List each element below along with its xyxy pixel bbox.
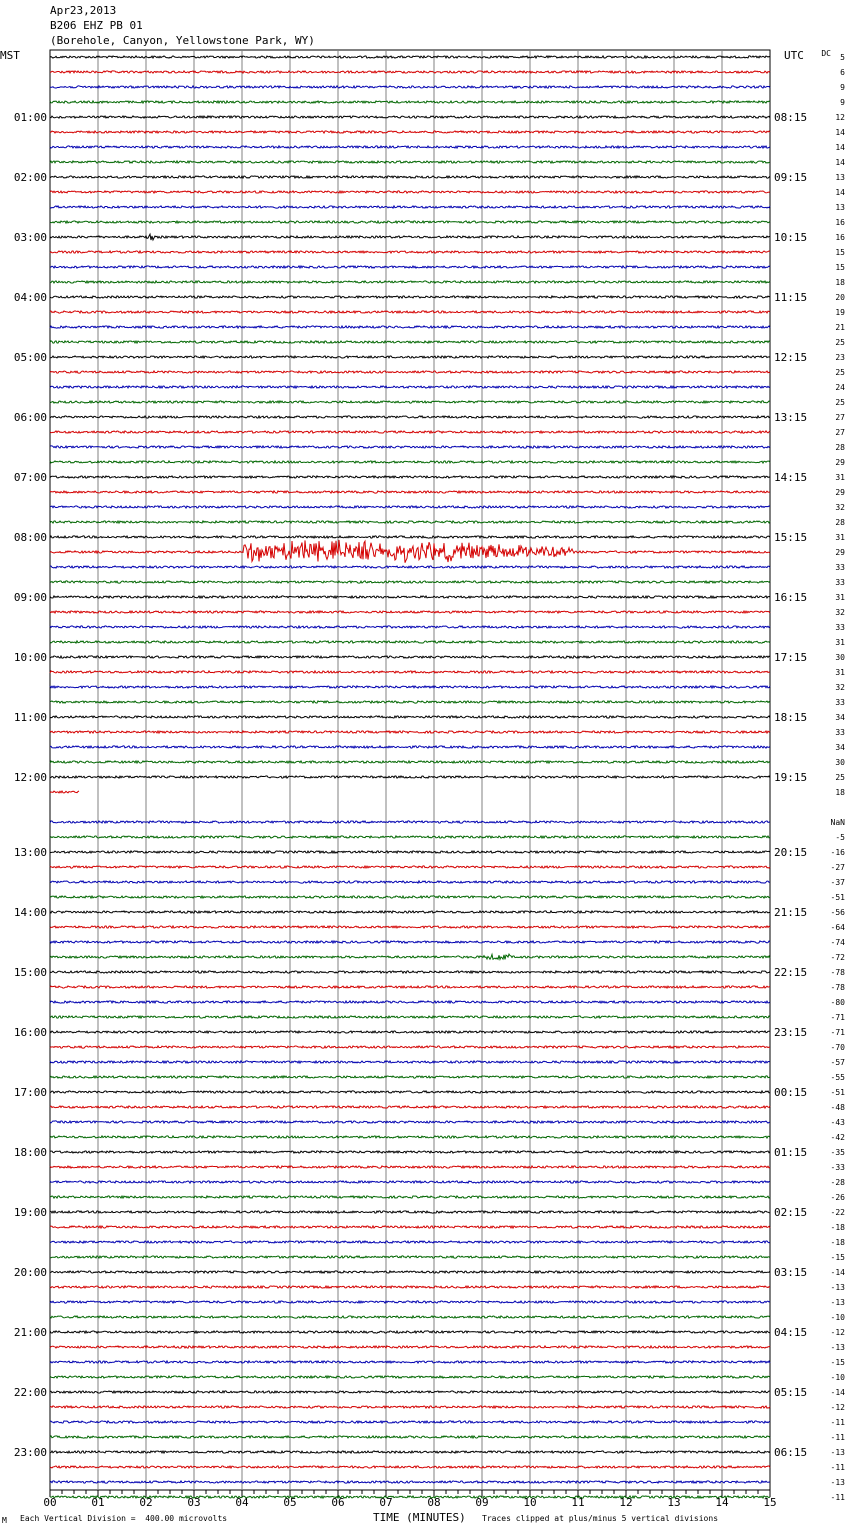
seismic-trace — [50, 761, 770, 763]
x-tick-label: 05 — [283, 1496, 297, 1509]
seismic-trace — [50, 281, 770, 283]
seismic-trace — [50, 1466, 770, 1468]
x-axis-title: TIME (MINUTES) — [373, 1511, 466, 1524]
seismic-trace — [50, 731, 770, 733]
dc-offset-label: 29 — [835, 488, 845, 497]
x-tick-label: 03 — [187, 1496, 201, 1509]
dc-offset-label: 25 — [835, 398, 845, 407]
dc-offset-label: -35 — [830, 1148, 845, 1157]
utc-hour-label: 15:15 — [774, 531, 808, 544]
dc-offset-label: 24 — [835, 383, 845, 392]
seismic-trace — [50, 401, 770, 403]
utc-hour-label: 08:15 — [774, 111, 808, 124]
x-tick-label: 04 — [235, 1496, 249, 1509]
dc-offset-label: -37 — [830, 878, 845, 887]
dc-offset-label: -11 — [830, 1418, 845, 1427]
seismic-trace — [50, 641, 770, 643]
utc-hour-label: 00:15 — [774, 1086, 808, 1099]
seismic-trace — [50, 821, 770, 823]
dc-offset-label: 16 — [835, 218, 845, 227]
seismic-trace — [50, 896, 770, 898]
dc-offset-label: NaN — [830, 818, 845, 827]
dc-offset-label: 21 — [835, 323, 845, 332]
dc-offset-label: 16 — [835, 233, 845, 242]
dc-offset-label: -43 — [830, 1118, 845, 1127]
dc-offset-label: -13 — [830, 1343, 845, 1352]
dc-offset-label: 14 — [835, 128, 845, 137]
seismic-trace — [50, 131, 770, 133]
x-tick-label: 09 — [475, 1496, 489, 1509]
seismic-trace — [50, 311, 770, 313]
seismic-trace — [50, 1196, 770, 1198]
dc-offset-label: -18 — [830, 1238, 845, 1247]
utc-hour-label: 03:15 — [774, 1266, 808, 1279]
mst-hour-label: 19:00 — [13, 1206, 47, 1219]
dc-offset-label: -12 — [830, 1403, 845, 1412]
seismic-trace — [50, 251, 770, 253]
seismic-trace — [50, 234, 770, 240]
seismic-trace — [50, 941, 770, 943]
utc-hour-label: 19:15 — [774, 771, 808, 784]
dc-offset-label: -64 — [830, 923, 845, 932]
seismic-trace — [50, 1016, 770, 1018]
seismic-trace — [50, 911, 770, 913]
mst-hour-label: 03:00 — [13, 231, 47, 244]
utc-hour-label: 04:15 — [774, 1326, 808, 1339]
x-tick-label: 13 — [667, 1496, 681, 1509]
dc-offset-label: -55 — [830, 1073, 845, 1082]
x-tick-label: 10 — [523, 1496, 537, 1509]
seismic-trace — [50, 581, 770, 583]
dc-offset-label: 13 — [835, 203, 845, 212]
utc-hour-label: 11:15 — [774, 291, 808, 304]
dc-offset-label: 9 — [840, 98, 845, 107]
x-tick-label: 11 — [571, 1496, 585, 1509]
seismic-trace — [50, 611, 770, 613]
seismic-trace — [50, 176, 770, 178]
seismic-trace — [50, 536, 770, 538]
dc-offset-label: 32 — [835, 503, 845, 512]
mst-hour-label: 21:00 — [13, 1326, 47, 1339]
dc-offset-label: -13 — [830, 1478, 845, 1487]
utc-hour-label: 14:15 — [774, 471, 808, 484]
dc-offset-label: 25 — [835, 338, 845, 347]
x-tick-label: 07 — [379, 1496, 393, 1509]
dc-offset-label: -15 — [830, 1253, 845, 1262]
dc-offset-label: -10 — [830, 1313, 845, 1322]
mst-hour-label: 13:00 — [13, 846, 47, 859]
seismic-trace — [50, 1361, 770, 1363]
seismic-trace — [50, 1451, 770, 1453]
seismic-trace — [50, 1301, 770, 1303]
seismic-trace — [50, 296, 770, 298]
dc-offset-label: -14 — [830, 1268, 845, 1277]
dc-offset-label: 27 — [835, 428, 845, 437]
scale-note: Each Vertical Division = 400.00 microvolts — [20, 1514, 228, 1523]
dc-offset-label: -12 — [830, 1328, 845, 1337]
seismic-trace — [50, 446, 770, 448]
utc-hour-label: 22:15 — [774, 966, 808, 979]
dc-offset-label: -10 — [830, 1373, 845, 1382]
utc-hour-label: 05:15 — [774, 1386, 808, 1399]
dc-offset-label: 27 — [835, 413, 845, 422]
mst-hour-label: 18:00 — [13, 1146, 47, 1159]
dc-offset-label: -11 — [830, 1463, 845, 1472]
dc-offset-label: -78 — [830, 968, 845, 977]
seismic-trace — [50, 476, 770, 478]
seismic-trace — [50, 1316, 770, 1318]
mst-hour-label: 15:00 — [13, 966, 47, 979]
dc-offset-label: -28 — [830, 1178, 845, 1187]
seismic-trace — [50, 461, 770, 463]
seismic-trace — [50, 101, 770, 103]
dc-offset-label: -51 — [830, 1088, 845, 1097]
seismic-trace — [50, 491, 770, 493]
mst-hour-label: 08:00 — [13, 531, 47, 544]
mst-hour-label: 16:00 — [13, 1026, 47, 1039]
dc-offset-label: 31 — [835, 473, 845, 482]
seismic-trace — [50, 1166, 770, 1168]
x-tick-label: 14 — [715, 1496, 729, 1509]
dc-offset-label: 14 — [835, 158, 845, 167]
seismic-trace — [50, 1241, 770, 1243]
seismic-trace — [50, 1346, 770, 1348]
seismic-trace — [50, 191, 770, 193]
dc-offset-label: -74 — [830, 938, 845, 947]
mst-hour-label: 05:00 — [13, 351, 47, 364]
dc-offset-label: 33 — [835, 698, 845, 707]
utc-hour-label: 12:15 — [774, 351, 808, 364]
dc-offset-label: -56 — [830, 908, 845, 917]
utc-hour-label: 23:15 — [774, 1026, 808, 1039]
dc-offset-label: 34 — [835, 743, 845, 752]
seismic-trace — [50, 1136, 770, 1138]
seismic-trace — [50, 701, 770, 703]
dc-offset-label: -71 — [830, 1028, 845, 1037]
dc-offset-label: -51 — [830, 893, 845, 902]
mst-hour-label: 07:00 — [13, 471, 47, 484]
seismic-trace — [50, 836, 770, 838]
dc-offset-label: -15 — [830, 1358, 845, 1367]
left-timezone-label: MST — [0, 49, 20, 62]
dc-offset-label: 25 — [835, 773, 845, 782]
seismic-trace — [50, 86, 770, 88]
seismic-trace — [50, 1106, 770, 1108]
dc-offset-label: 12 — [835, 113, 845, 122]
dc-offset-label: 30 — [835, 653, 845, 662]
dc-offset-label: -27 — [830, 863, 845, 872]
seismic-trace — [50, 326, 770, 328]
seismic-trace — [50, 776, 770, 778]
seismic-trace — [50, 116, 770, 118]
dc-offset-label: -22 — [830, 1208, 845, 1217]
dc-offset-label: 20 — [835, 293, 845, 302]
seismic-trace — [50, 1331, 770, 1333]
seismic-trace — [50, 506, 770, 508]
seismic-trace — [50, 986, 770, 988]
utc-hour-label: 06:15 — [774, 1446, 808, 1459]
station-id: B206 EHZ PB 01 — [50, 19, 143, 32]
dc-offset-label: 29 — [835, 458, 845, 467]
x-tick-label: 00 — [43, 1496, 57, 1509]
seismic-trace — [50, 686, 770, 688]
dc-offset-label: 5 — [840, 53, 845, 62]
seismic-trace — [50, 71, 770, 73]
dc-offset-label: 31 — [835, 593, 845, 602]
utc-hour-label: 13:15 — [774, 411, 808, 424]
seismic-trace — [50, 1406, 770, 1408]
mst-hour-label: 02:00 — [13, 171, 47, 184]
seismic-trace — [50, 1256, 770, 1258]
seismic-trace — [50, 791, 79, 793]
dc-offset-label: 31 — [835, 533, 845, 542]
x-tick-label: 08 — [427, 1496, 441, 1509]
seismic-trace — [50, 1061, 770, 1063]
chart-date: Apr23,2013 — [50, 4, 117, 17]
seismic-trace — [50, 926, 770, 928]
mst-hour-label: 04:00 — [13, 291, 47, 304]
dc-offset-label: 30 — [835, 758, 845, 767]
mst-hour-label: 10:00 — [13, 651, 47, 664]
mst-hour-label: 14:00 — [13, 906, 47, 919]
dc-offset-label: -16 — [830, 848, 845, 857]
dc-offset-label: 18 — [835, 788, 845, 797]
mst-hour-label: 20:00 — [13, 1266, 47, 1279]
seismic-trace — [50, 1001, 770, 1003]
dc-offset-label: -13 — [830, 1298, 845, 1307]
dc-offset-label: -26 — [830, 1193, 845, 1202]
utc-hour-label: 01:15 — [774, 1146, 808, 1159]
station-location: (Borehole, Canyon, Yellowstone Park, WY) — [50, 34, 315, 47]
dc-offset-label: 9 — [840, 83, 845, 92]
dc-offset-label: 29 — [835, 548, 845, 557]
dc-offset-label: 28 — [835, 443, 845, 452]
dc-offset-label: -33 — [830, 1163, 845, 1172]
dc-offset-label: -48 — [830, 1103, 845, 1112]
utc-hour-label: 20:15 — [774, 846, 808, 859]
seismic-trace — [50, 221, 770, 223]
dc-offset-label: -78 — [830, 983, 845, 992]
seismic-trace — [50, 431, 770, 433]
seismic-trace — [50, 1181, 770, 1183]
dc-offset-label: 19 — [835, 308, 845, 317]
seismic-trace — [50, 386, 770, 388]
seismic-trace — [50, 1226, 770, 1228]
dc-offset-label: -14 — [830, 1388, 845, 1397]
seismic-trace — [50, 746, 770, 748]
dc-offset-label: -42 — [830, 1133, 845, 1142]
utc-hour-label: 02:15 — [774, 1206, 808, 1219]
dc-offset-label: -71 — [830, 1013, 845, 1022]
dc-offset-label: 6 — [840, 68, 845, 77]
seismic-trace — [50, 371, 770, 373]
dc-offset-label: -13 — [830, 1283, 845, 1292]
dc-offset-label: -11 — [830, 1493, 845, 1502]
x-tick-label: 12 — [619, 1496, 633, 1509]
seismic-trace — [50, 954, 770, 959]
dc-header-label: DC — [821, 49, 831, 58]
mst-hour-label: 11:00 — [13, 711, 47, 724]
dc-offset-label: 14 — [835, 188, 845, 197]
mst-hour-label: 06:00 — [13, 411, 47, 424]
x-tick-label: 02 — [139, 1496, 153, 1509]
dc-offset-label: 32 — [835, 683, 845, 692]
seismic-trace — [50, 521, 770, 523]
dc-offset-label: 33 — [835, 578, 845, 587]
mst-hour-label: 01:00 — [13, 111, 47, 124]
dc-offset-label: 13 — [835, 173, 845, 182]
clip-note: Traces clipped at plus/minus 5 vertical divisions — [482, 1514, 719, 1523]
seismic-trace — [50, 1271, 770, 1273]
dc-offset-label: -57 — [830, 1058, 845, 1067]
dc-offset-label: 31 — [835, 638, 845, 647]
seismic-trace — [50, 971, 770, 973]
seismic-trace — [50, 626, 770, 628]
seismic-trace — [50, 1091, 770, 1093]
right-timezone-label: UTC — [784, 49, 804, 62]
utc-hour-label: 18:15 — [774, 711, 808, 724]
dc-offset-label: 32 — [835, 608, 845, 617]
seismic-trace — [50, 1151, 770, 1153]
utc-hour-label: 09:15 — [774, 171, 808, 184]
dc-offset-label: -72 — [830, 953, 845, 962]
seismic-trace — [50, 341, 770, 343]
dc-offset-label: 15 — [835, 248, 845, 257]
dc-offset-label: 28 — [835, 518, 845, 527]
dc-offset-label: 23 — [835, 353, 845, 362]
seismic-trace — [50, 1286, 770, 1288]
seismic-trace — [50, 146, 770, 148]
dc-offset-label: -13 — [830, 1448, 845, 1457]
seismic-trace — [50, 206, 770, 208]
seismic-trace — [50, 596, 770, 598]
seismic-trace — [50, 881, 770, 883]
seismic-trace — [50, 716, 770, 718]
seismic-trace — [50, 1121, 770, 1123]
seismic-trace — [50, 1391, 770, 1393]
mst-hour-label: 12:00 — [13, 771, 47, 784]
dc-offset-label: -70 — [830, 1043, 845, 1052]
dc-offset-label: -11 — [830, 1433, 845, 1442]
seismic-trace — [50, 866, 770, 868]
mst-hour-label: 09:00 — [13, 591, 47, 604]
seismic-trace — [50, 56, 770, 58]
seismic-trace — [50, 1421, 770, 1423]
x-tick-label: 15 — [763, 1496, 777, 1509]
dc-offset-label: 15 — [835, 263, 845, 272]
mst-hour-label: 17:00 — [13, 1086, 47, 1099]
mst-hour-label: 23:00 — [13, 1446, 47, 1459]
seismic-trace — [50, 540, 770, 563]
seismic-trace — [50, 1046, 770, 1048]
dc-offset-label: 33 — [835, 728, 845, 737]
seismic-trace — [50, 1376, 770, 1378]
utc-hour-label: 17:15 — [774, 651, 808, 664]
mst-hour-label: 22:00 — [13, 1386, 47, 1399]
dc-offset-label: 34 — [835, 713, 845, 722]
utc-hour-label: 21:15 — [774, 906, 808, 919]
dc-offset-label: -80 — [830, 998, 845, 1007]
dc-offset-label: 31 — [835, 668, 845, 677]
dc-offset-label: 18 — [835, 278, 845, 287]
seismic-trace — [50, 1031, 770, 1033]
seismic-trace — [50, 656, 770, 658]
seismic-trace — [50, 356, 770, 358]
seismic-trace — [50, 1076, 770, 1078]
utc-hour-label: 16:15 — [774, 591, 808, 604]
seismic-trace — [50, 851, 770, 853]
corner-mark: M — [2, 1516, 7, 1525]
dc-offset-label: 33 — [835, 563, 845, 572]
dc-offset-label: -5 — [835, 833, 845, 842]
seismic-trace — [50, 416, 770, 418]
dc-offset-label: 25 — [835, 368, 845, 377]
x-tick-label: 01 — [91, 1496, 105, 1509]
seismic-trace — [50, 1436, 770, 1438]
seismic-trace — [50, 1496, 770, 1498]
dc-offset-label: 14 — [835, 143, 845, 152]
seismic-trace — [50, 671, 770, 673]
x-tick-label: 06 — [331, 1496, 345, 1509]
dc-offset-label: 33 — [835, 623, 845, 632]
seismic-trace — [50, 566, 770, 568]
seismic-trace — [50, 1211, 770, 1213]
dc-offset-label: -18 — [830, 1223, 845, 1232]
utc-hour-label: 10:15 — [774, 231, 808, 244]
seismic-trace — [50, 1481, 770, 1483]
seismic-trace — [50, 266, 770, 268]
seismic-trace — [50, 161, 770, 163]
